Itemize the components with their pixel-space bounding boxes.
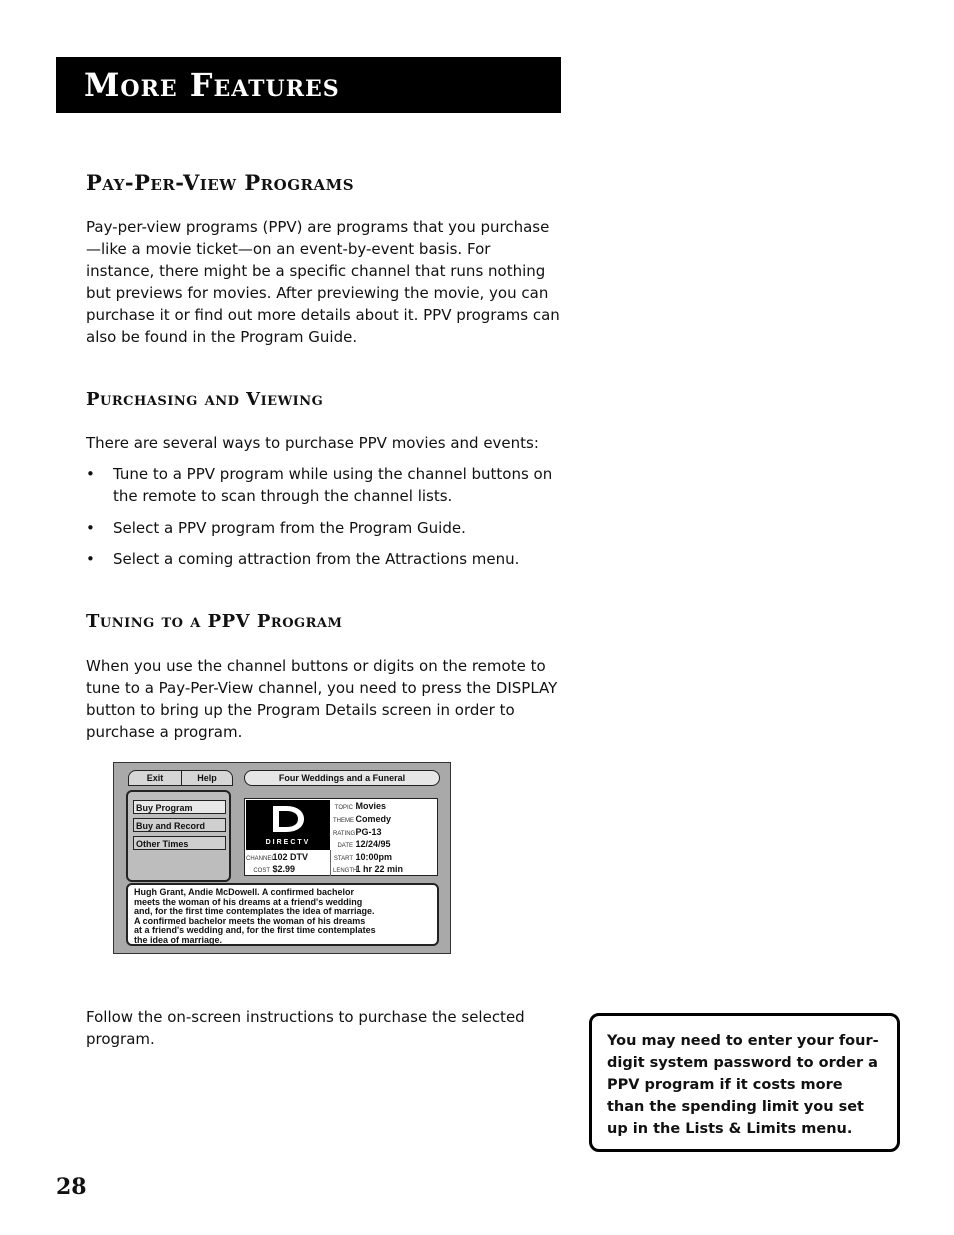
- list-item-text: Select a coming attraction from the Attractions menu.: [113, 550, 520, 568]
- detail-value: PG-13: [355, 827, 382, 837]
- description-line: Hugh Grant, Andie McDowell. A confirmed bachelor: [134, 887, 355, 897]
- detail-value: 1 hr 22 min: [355, 864, 404, 874]
- detail-date: [333, 838, 391, 852]
- bullet-dot: •: [86, 465, 95, 483]
- program-details-screen: [113, 762, 451, 954]
- follow-instructions-text: Follow the on-screen instructions to purchase the selected program.: [86, 1008, 525, 1048]
- detail-label: RATING: [333, 831, 356, 837]
- detail-value: 10:00pm: [355, 852, 393, 862]
- exit-button[interactable]: Exit: [128, 770, 182, 786]
- detail-label: CHANNEL: [246, 856, 275, 862]
- help-button[interactable]: Help: [181, 770, 233, 786]
- detail-cost: [246, 863, 295, 877]
- other-times-button[interactable]: Other Times: [133, 836, 226, 850]
- directv-logo: [246, 800, 330, 850]
- bullet-dot: •: [86, 550, 95, 568]
- detail-value: $2.99: [272, 864, 296, 874]
- detail-label: COST: [253, 868, 270, 874]
- description-line: the idea of marriage.: [134, 934, 223, 945]
- list-item: [86, 463, 561, 507]
- tuning-paragraph: When you use the channel buttons or digits on the remote to tune to a Pay-Per-View channel, you need to press the DISPLAY button to bring up the Program Details screen in order to purchase a program.: [86, 657, 558, 741]
- list-item-text: Tune to a PPV program while using the channel buttons on the remote to scan through the channel lists.: [113, 465, 553, 505]
- ppv-paragraph: Pay-per-view programs (PPV) are programs that you purchase—like a movie ticket—on an event-by-event basis. For instance, there might be a specific channel that runs nothing but previews for movies. After previewing the movie, you can purchase it or find out more details about it. PPV programs can also be found in the Program Guide.: [86, 218, 560, 346]
- detail-length: [333, 863, 403, 877]
- detail-value: 12/24/95: [355, 839, 391, 849]
- buy-program-button[interactable]: Buy Program: [133, 800, 226, 814]
- divider: [330, 850, 331, 876]
- bullet-dot: •: [86, 519, 95, 537]
- detail-label: LENGTH: [333, 868, 358, 874]
- password-note: You may need to enter your four-digit system password to order a PPV program if it costs more than the spending limit you set up in the Lists & Limits menu.: [589, 1013, 900, 1152]
- action-menu: [126, 790, 231, 882]
- detail-label: TOPIC: [334, 805, 353, 811]
- section-banner: More Features: [56, 57, 561, 113]
- list-item-text: Select a PPV program from the Program Guide.: [113, 519, 466, 537]
- detail-label: DATE: [337, 843, 353, 849]
- purchasing-heading: Purchasing and Viewing: [86, 389, 324, 410]
- tuning-heading: Tuning to a PPV Program: [86, 611, 343, 632]
- description-line: and, for the first time contemplates the idea of marriage.: [134, 906, 375, 916]
- description-line: meets the woman of his dreams at a friend's wedding: [134, 896, 363, 907]
- detail-topic: [333, 800, 386, 814]
- detail-value: 102 DTV: [272, 852, 309, 862]
- description-line: at a friend's wedding and, for the first time contemplates: [134, 925, 376, 935]
- directv-logo-icon: [246, 800, 330, 850]
- description-line: A confirmed bachelor meets the woman of his dreams: [134, 915, 366, 926]
- list-item: [86, 548, 561, 570]
- program-description: [126, 883, 439, 946]
- detail-label: START: [333, 856, 353, 862]
- ppv-heading: Pay-Per-View Programs: [86, 170, 355, 195]
- purchasing-intro: There are several ways to purchase PPV movies and events:: [86, 434, 539, 452]
- detail-theme: [333, 813, 391, 827]
- logo-text: DIRECTV: [265, 839, 311, 846]
- buy-and-record-button[interactable]: Buy and Record: [133, 818, 226, 832]
- program-info-panel: [244, 798, 438, 876]
- detail-label: THEME: [333, 818, 354, 824]
- detail-value: Movies: [355, 801, 387, 811]
- program-title: Four Weddings and a Funeral: [244, 770, 440, 786]
- page-number: 28: [56, 1174, 87, 1200]
- list-item: [86, 517, 561, 539]
- detail-value: Comedy: [355, 814, 392, 824]
